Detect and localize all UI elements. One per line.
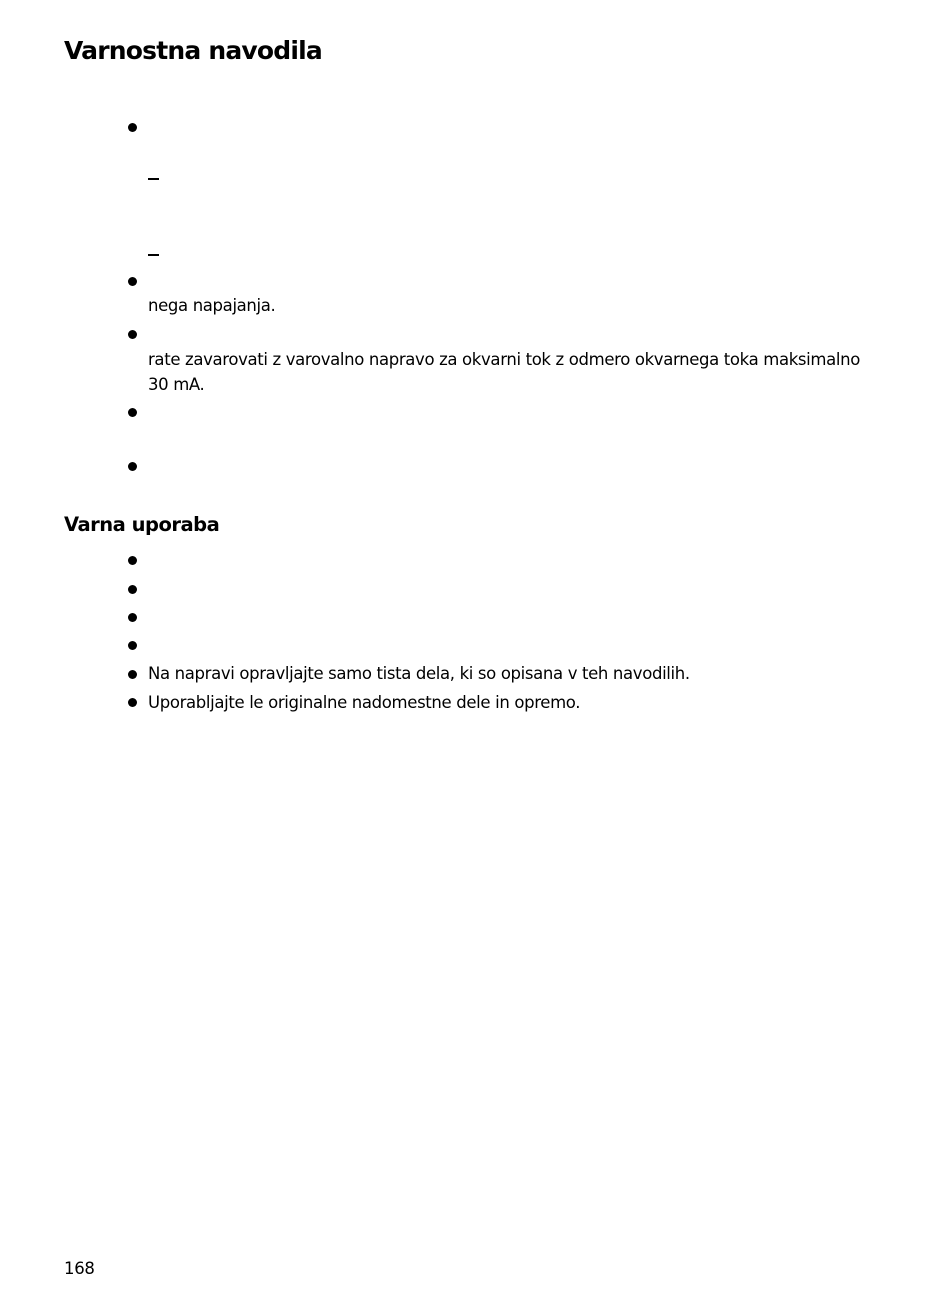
list-dash <box>148 254 159 256</box>
list-item-text: 30 mA. <box>148 375 205 394</box>
list-bullet <box>128 330 137 339</box>
list-item-text: rate zavarovati z varovalno napravo za okvarni tok z odmero okvarnega toka maksimalno <box>148 350 860 369</box>
list-bullet <box>128 277 137 286</box>
list-item-text: nega napajanja. <box>148 296 276 315</box>
page-title: Varnostna navodila <box>64 36 323 65</box>
list-bullet <box>128 408 137 417</box>
page-number: 168 <box>64 1259 95 1278</box>
section-heading: Varna uporaba <box>64 513 220 536</box>
list-bullet <box>128 585 137 594</box>
list-bullet <box>128 613 137 622</box>
list-dash <box>148 178 159 180</box>
list-bullet <box>128 670 137 679</box>
list-item-text: Uporabljajte le originalne nadomestne dele in opremo. <box>148 693 581 712</box>
list-bullet <box>128 556 137 565</box>
list-bullet <box>128 698 137 707</box>
list-item-text: Na napravi opravljajte samo tista dela, ki so opisana v teh navodilih. <box>148 664 690 683</box>
list-bullet <box>128 641 137 650</box>
list-bullet <box>128 123 137 132</box>
list-bullet <box>128 462 137 471</box>
